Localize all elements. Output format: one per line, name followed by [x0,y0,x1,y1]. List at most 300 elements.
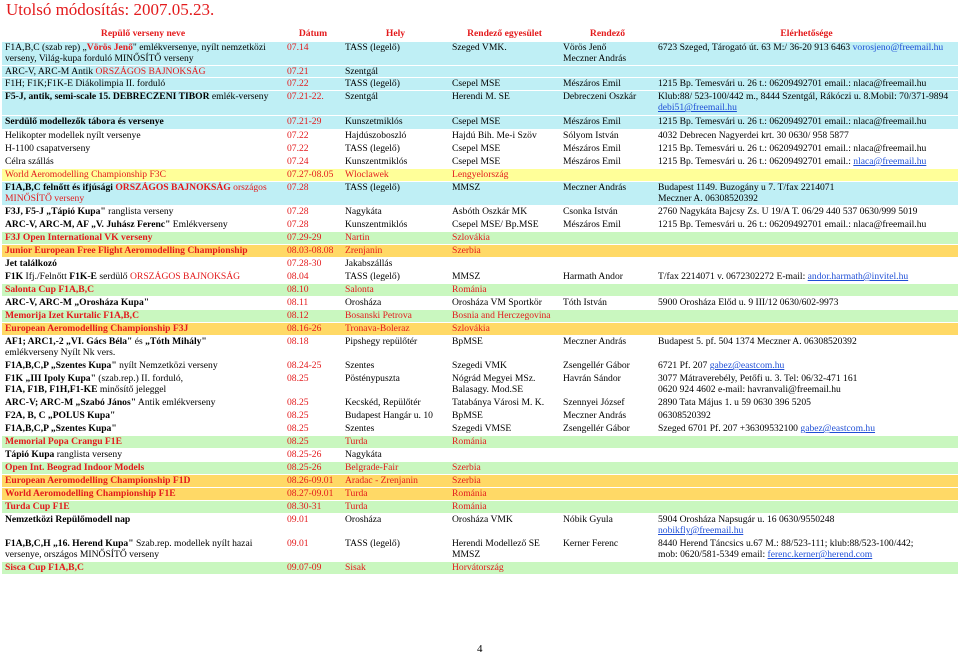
cell-text: F3J Open International VK verseny [5,232,153,243]
table-row [2,373,958,397]
event-date: 08.10 [284,284,342,297]
event-club [449,284,560,297]
cell-text: F1H; F1K;F1K-E Diákolimpia II. forduló [5,78,166,89]
cell-text: Orosháza VM Sportkör [452,297,542,308]
event-name [2,130,284,143]
event-place: TASS (legelő) [342,538,449,562]
cell-text: World Aeromodelling Championship F1E [5,488,176,499]
cell-text: F1A,B,C (szab rep) „ [5,42,87,53]
event-name [2,182,284,206]
event-date: 08.26-09.01 [284,475,342,488]
table-row [2,323,958,336]
cell-text: Junior European Free Flight Aeromodelling Championship [5,245,248,256]
cell-text: European Aeromodelling Championship F3J [5,323,189,334]
cell-text: F3J, F5-J „Tápió Kupa" [5,206,106,217]
cell-text: F1K [5,271,24,282]
event-contact [655,514,958,538]
table-row [2,475,958,488]
cell-text: F1K-E [69,271,97,282]
cell-text: Szeged VMK. [452,42,507,53]
event-name [2,501,284,514]
event-place: Turda [342,501,449,514]
event-organizer [560,310,655,323]
event-place: Szentgál [342,66,449,78]
cell-text: MMSZ [452,549,481,560]
cell-text: 3077 Mátraverebély, Petőfi u. 3. Tel: 06/32-471 161 [658,373,858,384]
event-organizer [560,130,655,143]
cell-text: Románia [452,436,487,447]
cell-text: Csepel MSE/ Bp.MSE [452,219,539,230]
cell-text: Nóbik Gyula [563,514,613,525]
event-organizer [560,232,655,245]
event-date: 08.16-26 [284,323,342,336]
cell-text: Románia [452,284,487,295]
event-date: 07.22 [284,78,342,91]
cell-text: F1A,B,C,H „16. Herend Kupa" [5,538,134,549]
event-club [449,449,560,462]
table-row [2,488,958,501]
table-row [2,182,958,206]
cell-text: F1K „III Ipoly Kupa" [5,373,96,384]
cell-text: 4032 Debrecen Nagyerdei krt. 30 0630/ 958 5877 [658,130,849,141]
cell-text: Balasagy. Mod.SE [452,384,524,395]
table-row [2,436,958,449]
cell-text: ARC-V, ARC-M Antik [5,66,96,77]
cell-text: Meczner A. 06308520392 [658,193,758,204]
cell-text: Mészáros Emil [563,78,621,89]
event-name [2,373,284,397]
table-row [2,397,958,410]
cell-text: Debreczeni Oszkár [563,91,637,102]
cell-text: Tápió Kupa [5,449,55,460]
event-contact [655,169,958,182]
event-organizer [560,538,655,562]
event-name [2,284,284,297]
cell-text: Herendi M. SE [452,91,510,102]
event-name [2,397,284,410]
event-place: Szentes [342,423,449,436]
event-contact [655,66,958,78]
cell-text: serdülő [96,271,130,282]
column-header-club: Rendező egyesület [449,26,560,42]
cell-text: Meczner András [563,410,627,421]
event-name [2,78,284,91]
event-place: Wloclawek [342,169,449,182]
cell-text: Bosnia and Herczegovina [452,310,551,321]
event-club [449,169,560,182]
cell-text: Szennyei József [563,397,625,408]
cell-text: " emlékversenye, nyílt nemzetközi verseny, Világ-kupa forduló MINŐSÍTŐ verseny [5,42,266,64]
email-link[interactable]: nlaca@freemail.hu [853,156,927,167]
event-date: 07.24 [284,156,342,169]
event-organizer [560,206,655,219]
event-organizer [560,245,655,258]
cell-text: 0620 924 4602 e-mail: havranvali@freemail.hu [658,384,841,395]
event-club [449,297,560,310]
column-header-date: Dátum [284,26,342,42]
event-place: Nagykáta [342,449,449,462]
event-place: Hajdúszoboszló [342,130,449,143]
event-club [449,42,560,66]
table-row [2,562,958,575]
cell-text: Budapest 1149. Buzogány u 7. T/fax 2214071 [658,182,835,193]
table-row [2,449,958,462]
event-place: Szentes [342,360,449,373]
cell-text: Szerbia [452,475,481,486]
event-contact [655,562,958,575]
event-place: TASS (legelő) [342,78,449,91]
event-club [449,462,560,475]
cell-text: Sólyom István [563,130,619,141]
cell-text: ARC-V; ARC-M „Szabó János" [5,397,137,408]
table-row [2,258,958,271]
table-row [2,78,958,91]
event-date: 07.22 [284,143,342,156]
event-club [449,143,560,156]
cell-text: ARC-V, ARC-M „Orosháza Kupa" [5,297,150,308]
event-contact [655,219,958,232]
event-club [449,245,560,258]
event-name [2,514,284,538]
event-club [449,538,560,562]
event-name [2,206,284,219]
event-name [2,562,284,575]
cell-text: Szegedi VMSE [452,423,512,434]
event-name [2,271,284,284]
event-date: 08.25 [284,436,342,449]
event-place: Kunszentmiklós [342,156,449,169]
event-date: 07.28-30 [284,258,342,271]
column-header-contact: Elérhetősége [655,26,958,42]
email-link[interactable]: andor.harmath@invitel.hu [807,271,909,282]
event-date: 07.27-08.05 [284,169,342,182]
table-row [2,116,958,130]
table-row [2,66,958,78]
event-date: 07.22 [284,130,342,143]
cell-text: Hajdú Bih. Me-i Szöv [452,130,537,141]
event-name [2,232,284,245]
event-date: 08.04 [284,271,342,284]
cell-text: Szeged 6701 Pf. 207 +36309532100 [658,423,801,434]
table-row [2,462,958,475]
event-date: 07.28 [284,219,342,232]
cell-text: (szab.rep.) II. forduló, [95,373,184,384]
cell-text: minősítő jeleggel [97,384,167,395]
column-header-place: Hely [342,26,449,42]
event-name [2,336,284,360]
cell-text: Szerbia [452,462,481,473]
event-organizer [560,501,655,514]
event-contact [655,232,958,245]
cell-text: Ifj./Felnőtt [23,271,70,282]
cell-text: European Aeromodelling Championship F1D [5,475,191,486]
cell-text: 2890 Tata Május 1. u 59 0630 396 5205 [658,397,811,408]
event-organizer [560,423,655,436]
event-club [449,156,560,169]
event-club [449,271,560,284]
event-organizer [560,488,655,501]
cell-text: F1A,B,C felnőtt és ifjúsági [5,182,116,193]
email-link[interactable]: debi51@freemail.hu [658,102,737,113]
event-date: 07.14 [284,42,342,66]
event-organizer [560,156,655,169]
event-contact [655,156,958,169]
event-date: 08.24-25 [284,360,342,373]
cell-text: 8440 Herend Táncsics u.67 M.: 88/523-111; klub:88/523-100/442; [658,538,914,549]
cell-text: Serdülő modellezők tábora és versenye [5,116,164,127]
event-place: Kunszentmiklós [342,219,449,232]
cell-text: Klub:88/ 523-100/442 m., 8444 Szentgál, Rákóczi u. 8.Mobil: 70/371-9894 [658,91,949,102]
cell-text: Szlovákia [452,323,490,334]
event-place: Sisak [342,562,449,575]
event-organizer [560,410,655,423]
event-place: Turda [342,488,449,501]
cell-text: Vörös Jenő [86,42,133,53]
table-row [2,410,958,423]
cell-text: ORSZÁGOS BAJNOKSÁG [115,182,231,193]
cell-text: BpMSE [452,336,483,347]
table-row [2,501,958,514]
cell-text: Meczner András [563,182,627,193]
cell-text: 1215 Bp. Temesvári u. 26 t.: 06209492701 email.: nlaca@freemail.hu [658,219,927,230]
table-row [2,232,958,245]
cell-text: vorosjeno@freemail.hu [852,42,944,53]
event-contact [655,310,958,323]
cell-text: Sisca Cup F1A,B,C [5,562,84,573]
event-name [2,323,284,336]
cell-text: 1215 Bp. Temesvári u. 26 t.: 06209492701 email.: nlaca@freemail.hu [658,143,927,154]
event-organizer [560,514,655,538]
event-club [449,336,560,360]
cell-text: F1A,B,C,P „Szentes Kupa" [5,423,117,434]
cell-text: emlékverseny Nyílt Nk vers. [5,347,116,358]
event-place: Salonta [342,284,449,297]
cell-text: MMSZ [452,182,481,193]
cell-text: Havrán Sándor [563,373,621,384]
cell-text: 5904 Orosháza Napsugár u. 16 0630/9550248 [658,514,835,525]
event-date: 08.03-08.08 [284,245,342,258]
cell-text: F2A, B, C „POLUS Kupa" [5,410,116,421]
table-row [2,130,958,143]
event-club [449,258,560,271]
event-club [449,514,560,538]
cell-text: Csonka István [563,206,618,217]
cell-text: AF1; ARC1,-2 „VI. Gács Béla" [5,336,135,347]
cell-text: Herendi Modellező SE [452,538,540,549]
event-date: 07.28 [284,182,342,206]
event-place: Nartin [342,232,449,245]
event-club [449,91,560,116]
event-club [449,562,560,575]
event-organizer [560,462,655,475]
cell-text: nyílt Nemzetközi verseny [116,360,218,371]
table-row [2,514,958,538]
cell-text: 1215 Bp. Temesvári u. 26 t.: 06209492701 email.: [658,156,854,167]
event-organizer [560,323,655,336]
cell-text: Szegedi VMK [452,360,507,371]
cell-text: Jet találkozó [5,258,57,269]
cell-text: és [134,336,146,347]
event-name [2,360,284,373]
event-organizer [560,436,655,449]
event-name [2,436,284,449]
event-date: 07.21 [284,66,342,78]
event-contact [655,206,958,219]
event-club [449,488,560,501]
event-club [449,436,560,449]
cell-text: ORSZÁGOS BAJNOKSÁG [95,66,206,77]
email-link[interactable]: gabez@eastcom.hu [800,423,876,434]
event-place: Tronava-Boleraz [342,323,449,336]
cell-text: Zsengellér Gábor [563,423,630,434]
event-date: 08.25-26 [284,449,342,462]
cell-text: országos MINŐSÍTŐ verseny [5,182,267,204]
event-date: 09.07-09 [284,562,342,575]
event-place: Nagykáta [342,206,449,219]
event-date: 07.29-29 [284,232,342,245]
event-club [449,397,560,410]
table-row [2,336,958,360]
event-name [2,410,284,423]
event-name [2,245,284,258]
event-club [449,501,560,514]
table-row [2,169,958,182]
event-organizer [560,169,655,182]
event-organizer [560,336,655,360]
cell-text: F5-J, antik, semi-scale 15. [5,91,113,102]
event-name [2,258,284,271]
cell-text: Horvátország [452,562,504,573]
email-link[interactable]: nobikfly@freemail.hu [658,525,744,536]
cell-text: 6721 Pf. 207 [658,360,710,371]
cell-text: ranglista verseny [105,206,174,217]
cell-text: Mészáros Emil [563,156,621,167]
cell-text: 06308520392 [658,410,711,421]
event-place: Kunszetmiklós [342,116,449,130]
cell-text: Asbóth Oszkár MK [452,206,528,217]
cell-text: MMSZ [452,271,481,282]
event-name [2,219,284,232]
cell-text: Salonta Cup F1A,B,C [5,284,95,295]
event-organizer [560,397,655,410]
table-row [2,206,958,219]
cell-text: H-1100 csapatverseny [5,143,91,154]
event-contact [655,423,958,436]
cell-text: Helikopter modellek nyílt versenye [5,130,141,141]
event-club [449,410,560,423]
cell-text: DEBRECZENI TIBOR [112,91,210,102]
table-row [2,538,958,562]
column-header-name: Repülő verseny neve [2,26,284,42]
event-club [449,373,560,397]
event-date: 07.28 [284,206,342,219]
cell-text: Szerbia [452,245,481,256]
event-contact [655,449,958,462]
event-name [2,143,284,156]
cell-text: 2760 Nagykáta Bajcsy Zs. U 19/A T. 06/29 440 537 0630/999 5019 [658,206,918,217]
cell-text: Open Int. Beograd Indoor Models [5,462,145,473]
event-club [449,130,560,143]
cell-text: „Tóth Mihály" [145,336,207,347]
event-contact [655,42,958,66]
page-title: Utolsó módosítás: 2007.05.23. [6,0,215,19]
event-name [2,475,284,488]
cell-text: Mészáros Emil [563,116,621,127]
event-contact [655,130,958,143]
event-contact [655,323,958,336]
event-name [2,169,284,182]
cell-text: Mészáros Emil [563,219,621,230]
event-place: TASS (legelő) [342,143,449,156]
cell-text: Memorija Izet Kurtalic F1A,B,C [5,310,140,321]
event-date: 08.11 [284,297,342,310]
email-link[interactable]: ferenc.kerner@herend.com [767,549,873,560]
cell-text: F1A, F1B, F1H,F1-KE [5,384,98,395]
cell-text: 1215 Bp. Temesvári u. 26 t.: 06209492701 email.: nlaca@freemail.hu [658,116,927,127]
event-organizer [560,373,655,397]
event-organizer [560,449,655,462]
event-place: Belgrade-Fair [342,462,449,475]
cell-text: Budapest 5. pf. 504 1374 Meczner A. 06308520392 [658,336,857,347]
event-organizer [560,271,655,284]
event-organizer [560,143,655,156]
event-place: Bosanski Petrova [342,310,449,323]
event-organizer [560,219,655,232]
event-date: 08.25 [284,373,342,397]
event-name [2,310,284,323]
event-contact [655,373,958,397]
event-organizer [560,360,655,373]
event-contact [655,538,958,562]
cell-text: World Aeromodelling Championship F3C [5,169,166,180]
event-name [2,66,284,78]
event-date: 08.27-09.01 [284,488,342,501]
cell-text: Turda Cup F1E [5,501,70,512]
cell-text: 6723 Szeged, Tárogató út. 63 M:/ 36-20 913 6463 [658,42,853,53]
event-place: TASS (legelő) [342,271,449,284]
event-contact [655,271,958,284]
event-contact [655,475,958,488]
cell-text: ORSZÁGOS BAJNOKSÁG [130,271,241,282]
cell-text: Szab.rep. modellek nyílt hazai versenye, országos MINŐSÍTŐ verseny [5,538,253,560]
cell-text: Antik emlékverseny [136,397,216,408]
event-place: TASS (legelő) [342,42,449,66]
cell-text: Csepel MSE [452,143,501,154]
page-number: 4 [477,643,483,655]
event-club [449,66,560,78]
event-club [449,423,560,436]
event-place: Orosháza [342,514,449,538]
cell-text: Memorial Popa Crangu F1E [5,436,122,447]
event-place: Orosháza [342,297,449,310]
event-place: Kecskéd, Repülőtér [342,397,449,410]
cell-text: Szlovákia [452,232,490,243]
event-club [449,323,560,336]
email-link[interactable]: gabez@eastcom.hu [709,360,785,371]
event-date: 07.21-22. [284,91,342,116]
event-organizer [560,91,655,116]
table-row [2,423,958,436]
events-table-body [2,42,958,575]
event-organizer [560,182,655,206]
event-name [2,462,284,475]
table-row [2,42,958,66]
cell-text: Csepel MSE [452,78,501,89]
event-date: 08.18 [284,336,342,360]
cell-text: Románia [452,488,487,499]
cell-text: Lengyelország [452,169,509,180]
event-club [449,182,560,206]
